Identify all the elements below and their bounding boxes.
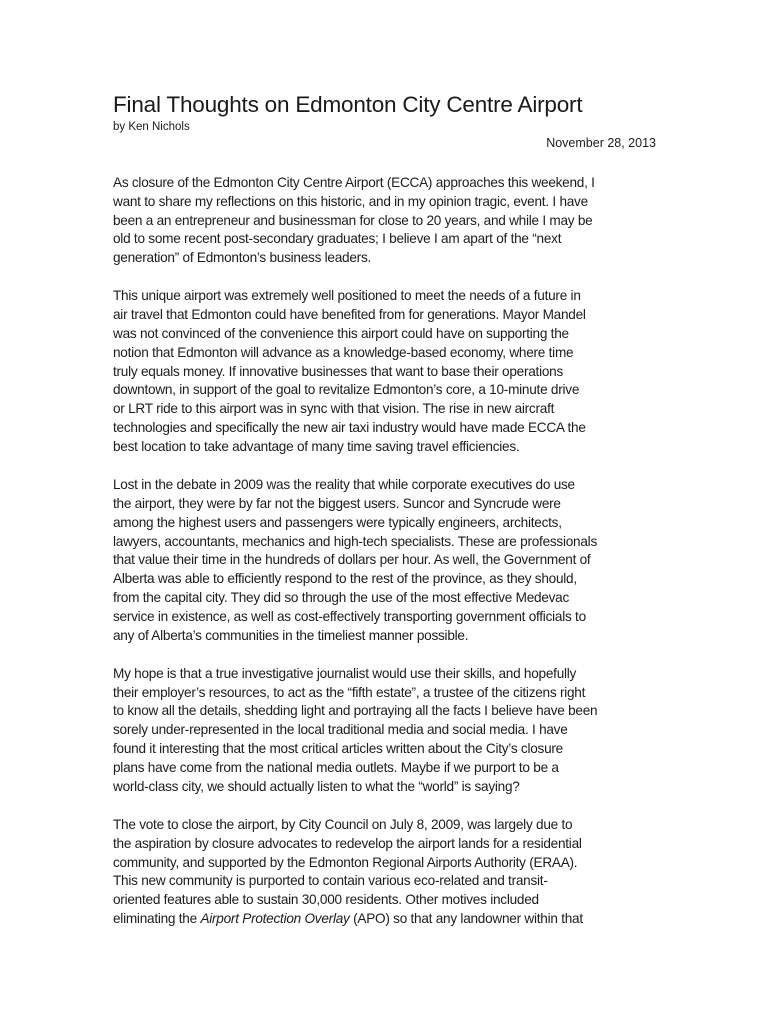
text-line: sorely under-represented in the local traditional media and social media. I have xyxy=(113,722,568,738)
text-line: found it interesting that the most critical articles written about the City’s closure xyxy=(113,741,563,757)
text-line: was not convinced of the convenience this airport could have on supporting the xyxy=(113,326,569,342)
text-line: The vote to close the airport, by City Council on July 8, 2009, was largely due to xyxy=(113,816,573,832)
text-line: This unique airport was extremely well positioned to meet the needs of a future in xyxy=(113,288,581,304)
text-line: downtown, in support of the goal to revitalize Edmonton’s core, a 10-minute drive xyxy=(113,382,580,398)
text-line: old to some recent post-secondary graduates; I believe I am apart of the “next xyxy=(113,231,562,247)
text-line: that value their time in the hundreds of dollars per hour. As well, the Government of xyxy=(113,552,591,568)
text-line: notion that Edmonton will advance as a knowledge-based economy, where time xyxy=(113,344,574,360)
text-line: Alberta was able to efficiently respond to the rest of the province, as they should, xyxy=(113,571,577,587)
author-byline: by Ken Nichols xyxy=(113,121,190,133)
text-line: As closure of the Edmonton City Centre Airport (ECCA) approaches this weekend, I xyxy=(113,175,595,190)
text-line: This new community is purported to contain various eco-related and transit- xyxy=(113,873,548,889)
text-line: world-class city, we should actually listen to what the “world” is saying? xyxy=(113,778,520,794)
publication-date: November 28, 2013 xyxy=(546,136,656,150)
line-text-after: (APO) so that any landowner within that xyxy=(349,910,583,926)
paragraph-2 xyxy=(113,287,673,456)
text-line: or LRT ride to this airport was in sync with that vision. The rise in new aircraft xyxy=(113,401,555,417)
page-title: Final Thoughts on Edmonton City Centre Airport xyxy=(113,92,583,117)
text-line-with-emphasis xyxy=(113,910,673,929)
article-body xyxy=(113,174,673,948)
paragraph-3 xyxy=(113,476,673,645)
text-line: truly equals money. If innovative businesses that want to base their operations xyxy=(113,363,564,379)
text-line: their employer’s resources, to act as the “fifth estate”, a trustee of the citizens right xyxy=(113,684,586,700)
text-line: the airport, they were by far not the biggest users. Suncor and Syncrude were xyxy=(113,495,561,511)
text-line: been a an entrepreneur and businessman for close to 20 years, and while I may be xyxy=(113,212,593,228)
text-line: plans have come from the national media outlets. Maybe if we purport to be a xyxy=(113,759,559,775)
text-line: the aspiration by closure advocates to redevelop the airport lands for a residential xyxy=(113,835,582,851)
line-text-before: eliminating the xyxy=(113,910,201,926)
text-line: technologies and specifically the new air taxi industry would have made ECCA the xyxy=(113,420,586,436)
text-line: to know all the details, shedding light and portraying all the facts I believe have been xyxy=(113,703,598,719)
paragraph-5 xyxy=(113,816,673,929)
paragraph-1 xyxy=(113,174,673,268)
text-line: any of Alberta’s communities in the timeliest manner possible. xyxy=(113,627,469,643)
text-line: air travel that Edmonton could have benefited from for generations. Mayor Mandel xyxy=(113,307,586,323)
text-line: service in existence, as well as cost-effectively transporting government officials to xyxy=(113,608,586,624)
text-line: generation” of Edmonton’s business leaders. xyxy=(113,250,372,266)
text-line: lawyers, accountants, mechanics and high-tech specialists. These are professionals xyxy=(113,533,597,549)
text-line: want to share my reflections on this historic, and in my opinion tragic, event. I have xyxy=(113,193,588,209)
text-line: from the capital city. They did so through the use of the most effective Medevac xyxy=(113,589,570,605)
emphasized-term: Airport Protection Overlay xyxy=(200,910,350,926)
text-line: My hope is that a true investigative journalist would use their skills, and hopefully xyxy=(113,665,577,681)
text-line: community, and supported by the Edmonton Regional Airports Authority (ERAA). xyxy=(113,854,578,870)
paragraph-4 xyxy=(113,665,673,797)
text-line: Lost in the debate in 2009 was the reality that while corporate executives do use xyxy=(113,477,575,493)
text-line: among the highest users and passengers were typically engineers, architects, xyxy=(113,514,562,530)
text-line: best location to take advantage of many time saving travel efficiencies. xyxy=(113,438,520,454)
text-line: oriented features able to sustain 30,000 residents. Other motives included xyxy=(113,892,539,908)
